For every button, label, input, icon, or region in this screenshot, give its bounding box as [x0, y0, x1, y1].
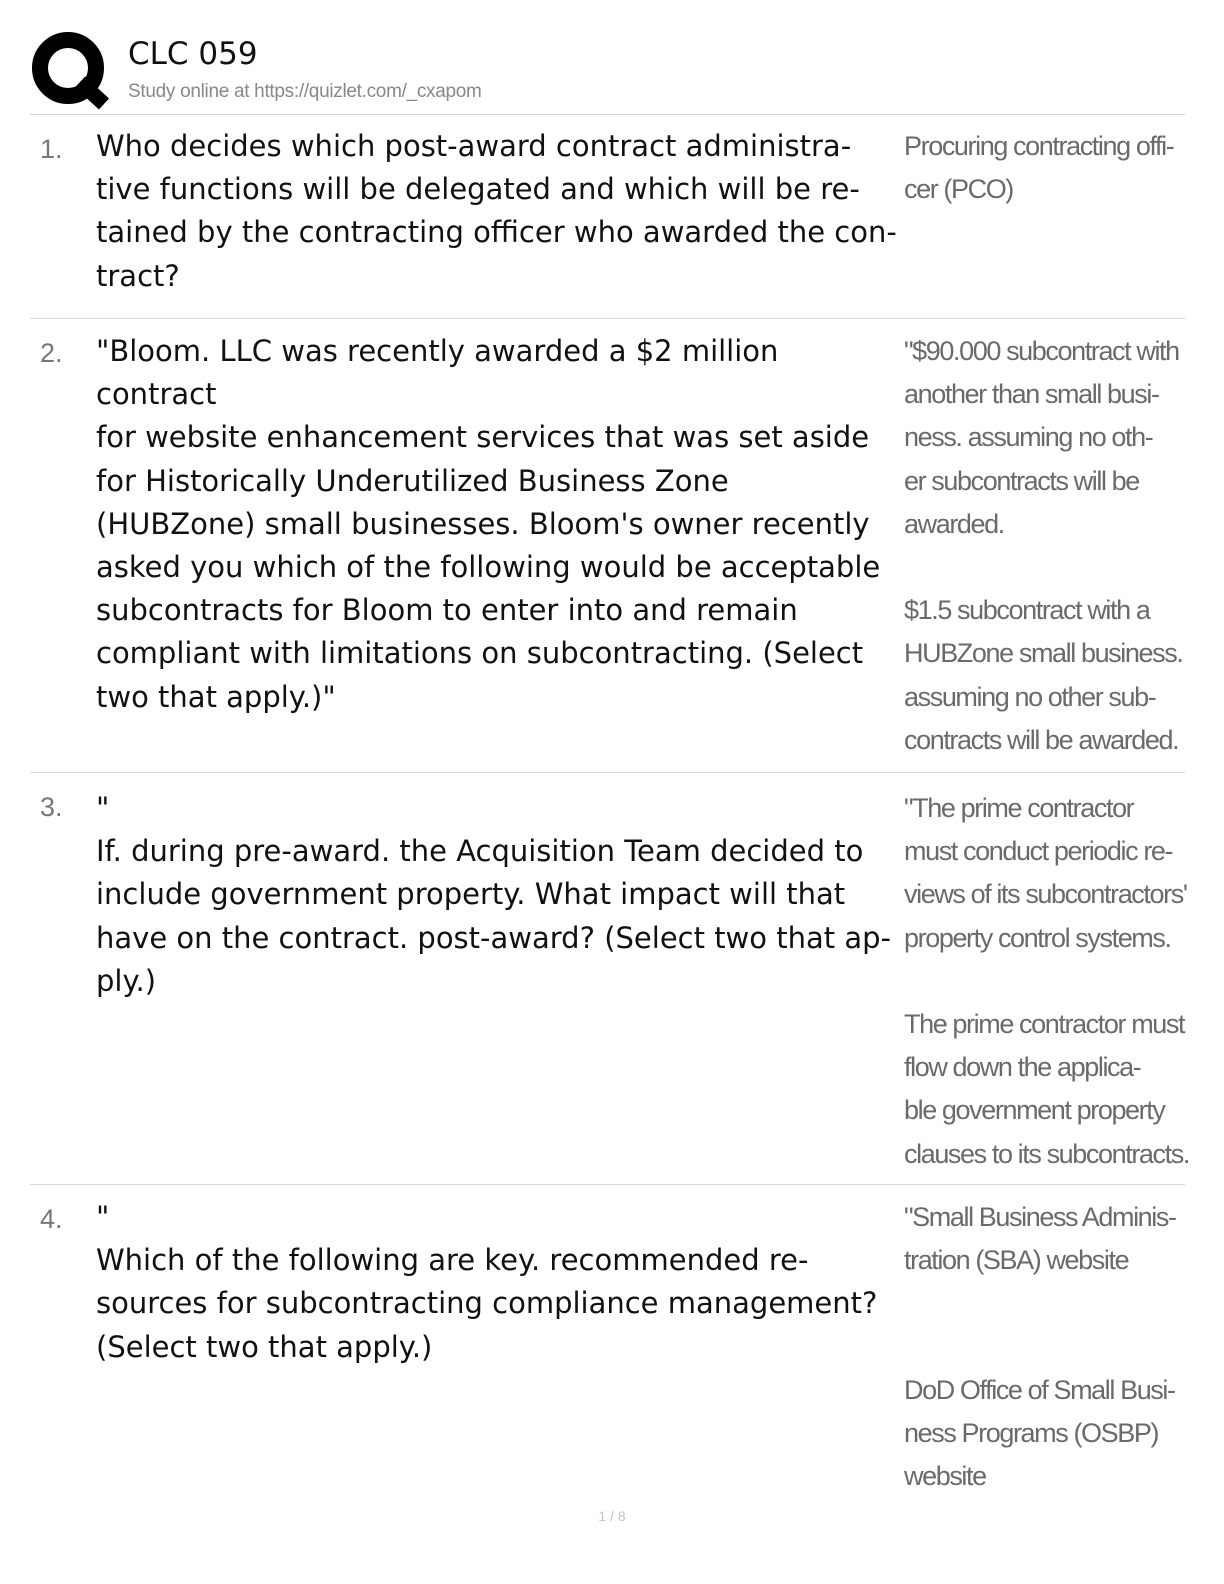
flashcard-2 [30, 320, 1185, 773]
card-definition: "The prime contractor must conduct periodic re- views of its subcontractors' property control systems. The prime contractor must flow down the applica- ble government property clauses to its subcontracts. [904, 793, 1189, 1169]
card-number: 3. [40, 792, 63, 822]
card-term: " Which of the following are key. recommended re- sources for subcontracting compliance management? (Select two that apply.) [96, 1200, 878, 1364]
study-online-link[interactable]: Study online at https://quizlet.com/_cxapom [128, 81, 482, 102]
quizlet-logo-icon [30, 30, 110, 110]
card-definition: "$90.000 subcontract with another than small busi- ness. assuming no oth- er subcontracts will be awarded. $1.5 subcontract with a HUBZone small business. assuming no other sub- contracts will be awarded. [904, 336, 1183, 755]
page-header [30, 30, 1185, 115]
document-title: CLC 059 [128, 36, 258, 72]
flashcard-4 [30, 1186, 1185, 1496]
card-term: "Bloom. LLC was recently awarded a $2 million contract for website enhancement services that was set aside for Historically Underutilized Business Zone (HUBZone) small businesses. Bloom's owner recently asked you which of the following would be acceptable subcontracts for Bloom to enter into and remain compliant with limitations on subcontracting. (Select two that apply.)" [96, 334, 881, 714]
card-definition: "Small Business Adminis- tration (SBA) website DoD Office of Small Busi- ness Programs (OSBP) website [904, 1202, 1176, 1492]
flashcard-3 [30, 774, 1189, 1185]
card-number: 1. [40, 134, 63, 164]
card-term: Who decides which post-award contract administra- tive functions will be delegated and which will be re- tained by the contracting officer who awarded the con- tract? [96, 129, 897, 293]
card-definition: Procuring contracting offi- cer (PCO) [904, 131, 1174, 205]
page-number: 1 / 8 [598, 1508, 626, 1524]
card-number: 4. [40, 1204, 63, 1234]
card-number: 2. [40, 338, 63, 368]
flashcard-1 [30, 116, 1185, 319]
card-term: " If. during pre-award. the Acquisition Team decided to include government property. What impact will that have on the contract. post-award? (Select two that ap- ply.) [96, 791, 891, 998]
